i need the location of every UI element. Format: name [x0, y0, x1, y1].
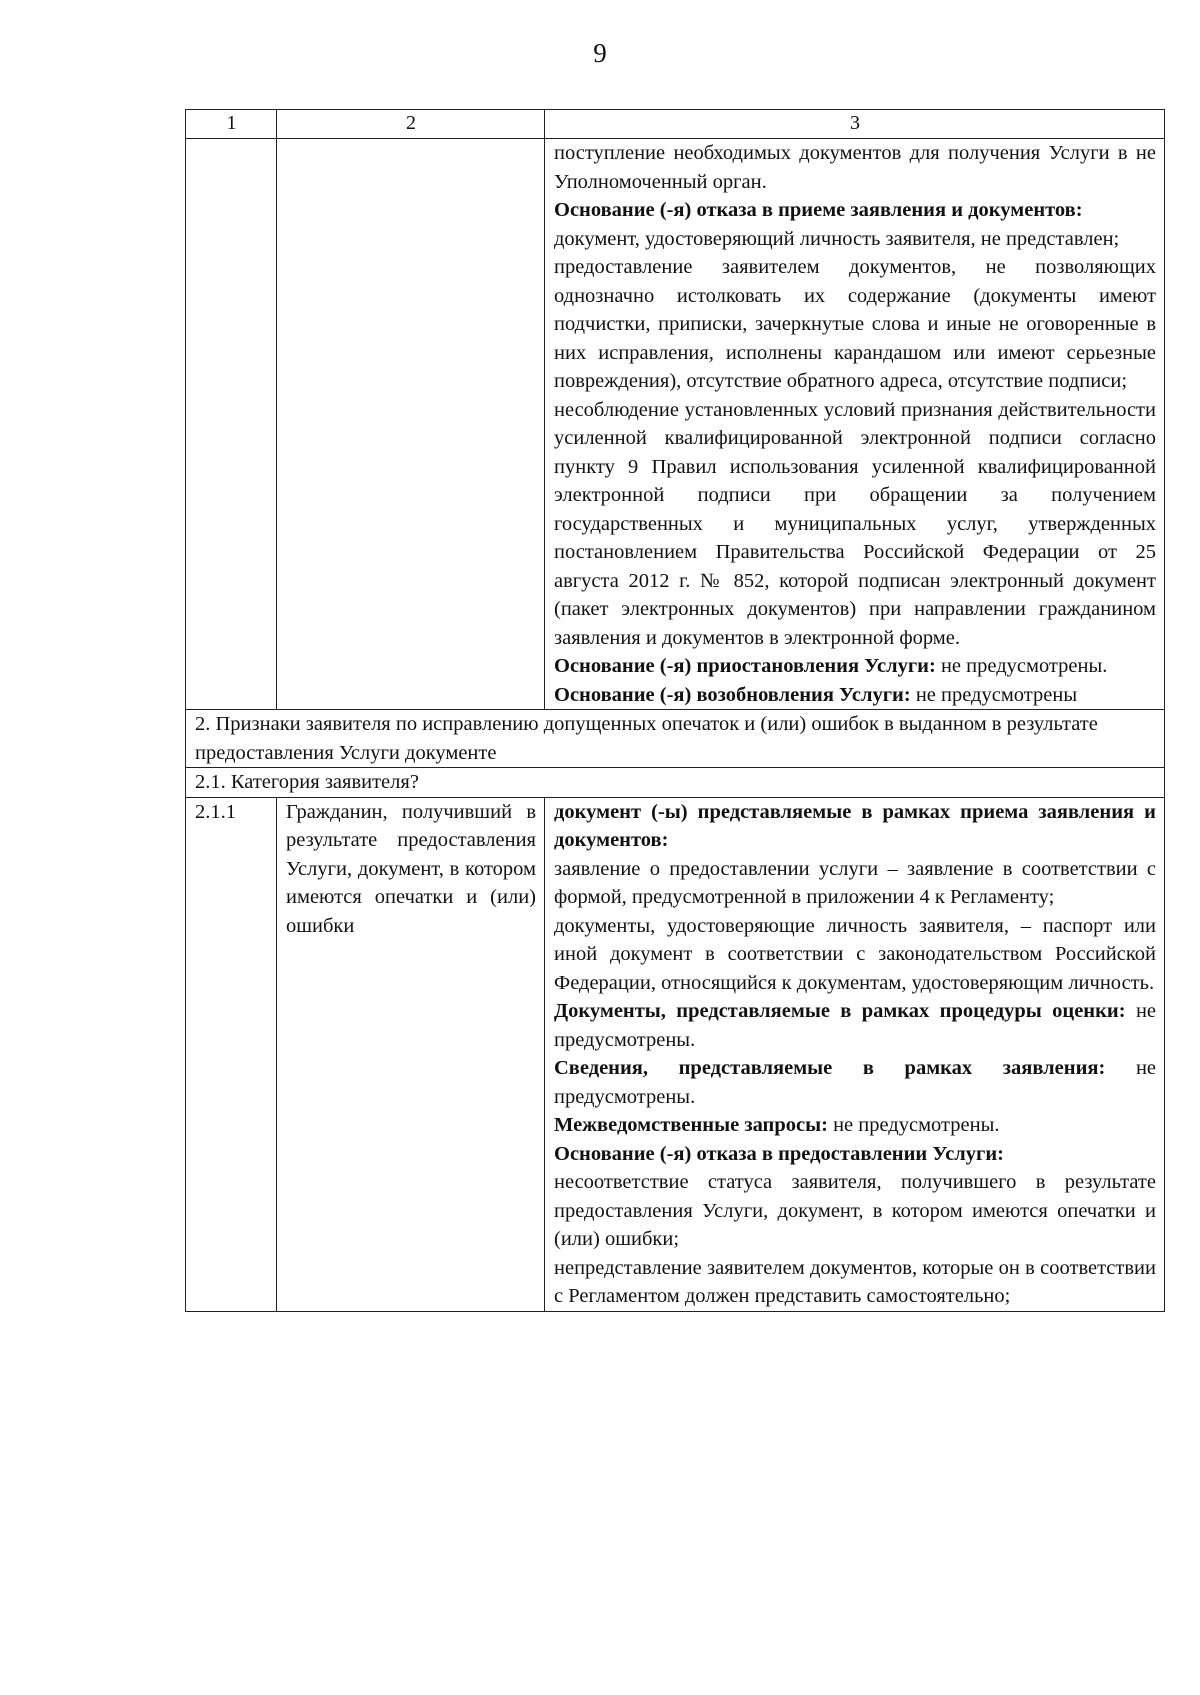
continuation-desc-cell	[277, 139, 545, 710]
paragraph: документ (-ы) представляемые в рамках приема заявления и документов:	[554, 800, 1156, 851]
paragraph-label: Межведомственные запросы:	[554, 1114, 828, 1136]
header-row	[186, 110, 1165, 139]
header-col-2: 2	[277, 110, 545, 139]
paragraph: заявление о предоставлении услуги – заявление в соответствии с формой, предусмотренной в приложении 4 к Регламенту;	[554, 857, 1156, 908]
paragraph-label: Основание (-я) приостановления Услуги:	[554, 655, 936, 677]
section-2-1-title: 2.1. Категория заявителя?	[186, 768, 1165, 798]
paragraph: Основание (-я) отказа в предоставлении Услуги:	[554, 1142, 1004, 1165]
paragraph: документ, удостоверяющий личность заявителя, не представлен;	[554, 227, 1120, 250]
paragraph-label: Документы, представляемые в рамках процедуры оценки:	[554, 1000, 1126, 1022]
continuation-content	[545, 139, 1165, 710]
paragraph-value: не предусмотрены.	[554, 1000, 1157, 1051]
paragraph: несоблюдение установленных условий признания действительности усиленной квалифицированной электронной подписи согласно пункту 9 Правил использования усиленной квалифицированной электронной подписи при обращении за получением государственных и муниципальных услуг, утвержденных постановлением Правительства Российской Федерации от 25 августа 2012 г. № 852, которой подписан электронный документ (пакет электронных документов) при направлении гражданином заявления и документов в электронной форме.	[554, 398, 1156, 649]
regulation-table	[185, 109, 1165, 1312]
paragraph	[554, 1111, 1156, 1140]
paragraph-value: не предусмотрены.	[554, 1057, 1157, 1108]
page-number: 9	[593, 38, 607, 68]
paragraph: предоставление заявителем документов, не позволяющих однозначно истолковать их содержание (документы имеют подчистки, приписки, зачеркнутые слова и иные не оговоренные в них исправления, исполнены карандашом или имеют серьезные повреждения), отсутствие обратного адреса, отсутствие подписи;	[554, 256, 1156, 392]
paragraph	[554, 1054, 1156, 1111]
paragraph-value: не предусмотрены.	[833, 1114, 1000, 1136]
paragraph: поступление необходимых документов для получения Услуги в не Уполномоченный орган.	[554, 142, 1156, 193]
paragraph: Основание (-я) отказа в приеме заявления и документов:	[554, 199, 1083, 221]
row-2-1-1	[186, 797, 1165, 1311]
paragraph-label: Основание (-я) возобновления Услуги:	[554, 683, 911, 706]
paragraph: непредставление заявителем документов, которые он в соответствии с Регламентом должен представить самостоятельно;	[554, 1256, 1156, 1307]
row-2-1-1-number: 2.1.1	[186, 797, 277, 1311]
paragraph-label: Сведения, представляемые в рамках заявления:	[554, 1057, 1106, 1079]
continuation-num-cell	[186, 139, 277, 710]
continuation-row	[186, 139, 1165, 710]
paragraph: документы, удостоверяющие личность заявителя, – паспорт или иной документ в соответствии с законодательством Российской Федерации, относящийся к документам, удостоверяющим личность.	[554, 914, 1156, 994]
section-2-row	[186, 710, 1165, 768]
header-col-1: 1	[186, 110, 277, 139]
paragraph-value: не предусмотрены	[915, 683, 1078, 706]
paragraph	[554, 997, 1156, 1054]
paragraph-value: не предусмотрены.	[940, 655, 1108, 677]
header-col-3: 3	[545, 110, 1165, 139]
section-2-1-row	[186, 768, 1165, 798]
section-2-title: 2. Признаки заявителя по исправлению допущенных опечаток и (или) ошибок в выданном в результате предоставления Услуги документе	[186, 710, 1165, 768]
row-2-1-1-description: Гражданин, получивший в результате предоставления Услуги, документ, в котором имеются опечатки и (или) ошибки	[277, 797, 545, 1311]
paragraph	[554, 652, 1156, 681]
paragraph: несоответствие статуса заявителя, получившего в результате предоставления Услуги, документ, в котором имеются опечатки и (или) ошибки;	[554, 1171, 1156, 1250]
paragraph	[554, 681, 1156, 710]
row-2-1-1-content	[545, 797, 1165, 1311]
